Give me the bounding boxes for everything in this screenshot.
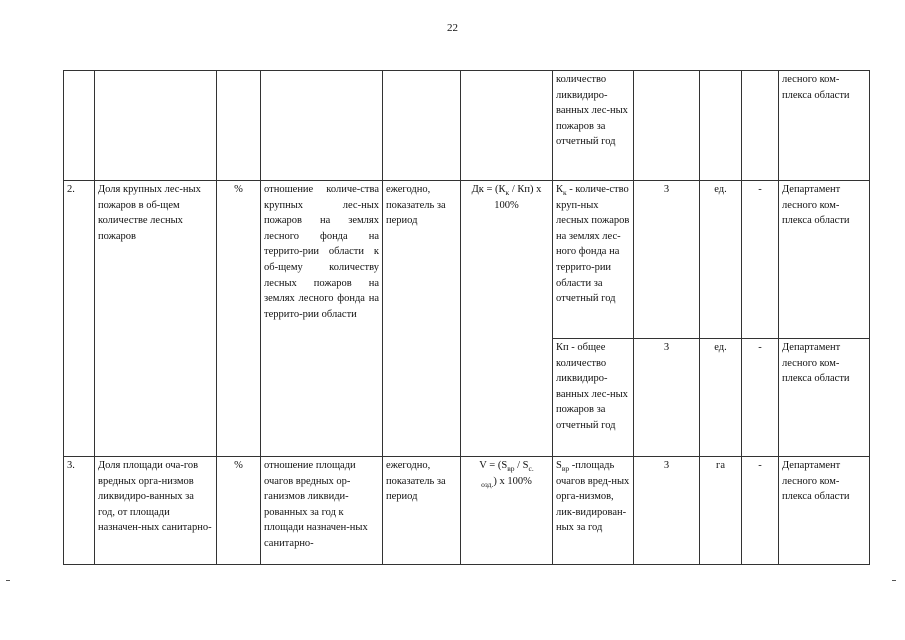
table-row-2 [64,181,870,339]
formula-sub: вр [507,464,515,474]
cell-method: 3 [634,339,700,457]
cell-var-unit: ед. [700,181,742,339]
cell-periodicity [383,71,461,181]
cell-unit: % [217,457,261,565]
cell-formula [461,181,553,457]
cell-var-unit: га [700,457,742,565]
cell-periodicity: ежегодно, показатель за период [383,181,461,457]
cell-var-desc: количество ликвидиро-ванных лес-ных пожаров за отчетный год [553,71,634,181]
cell-num [64,71,95,181]
cell-method: 3 [634,181,700,339]
formula-text: / Кп) х 100% [494,184,542,211]
var-desc-text: - количе-ство круп-ных лесных пожаров на землях лес-ного фонда на террито-рии области за отчетный год [556,184,630,305]
cell-name: Доля площади оча-гов вредных орга-низмов ликвидиро-ванных за год, от площади назначен-ных санитарно- [95,457,217,565]
cell-responsible: Департамент лесного ком-плекса области [779,181,870,339]
scan-edge-mark [892,580,896,581]
indicators-table [63,70,870,565]
table-row-continuation [64,71,870,181]
cell-formula [461,71,553,181]
cell-responsible: лесного ком-плекса области [779,71,870,181]
var-symbol: К [556,184,564,195]
scan-edge-mark [6,580,10,581]
formula-text: Дк = (К [471,184,506,195]
table-row-3 [64,457,870,565]
cell-definition [261,71,383,181]
formula-sub: к [505,188,510,198]
cell-dash: - [742,457,779,565]
formula-text: V = (S [479,460,508,471]
cell-unit [217,71,261,181]
cell-unit: % [217,181,261,457]
formula-sub: с. [528,464,534,474]
formula-sub: озд. [481,479,494,489]
cell-definition: отношение количе-ства крупных лес-ных пожаров на землях лесного фонда на террито-рии области к об-щему количеству лесных пожаров на землях лесного фонда на террито-рии области [261,181,383,457]
cell-formula [461,457,553,565]
cell-definition: отношение площади очагов вредных ор-ганизмов ликвиди-рованных за год к площади назначен-ных санитарно- [261,457,383,565]
page-number: 22 [447,22,458,34]
cell-var-desc [553,181,634,339]
cell-num: 2. [64,181,95,457]
formula-text: ) х 100% [493,475,532,487]
cell-responsible: Департамент лесного ком-плекса области [779,339,870,457]
cell-method: 3 [634,457,700,565]
cell-name [95,71,217,181]
var-sub: вр [561,464,570,474]
var-symbol: S [556,460,562,471]
formula-text: / S [514,460,529,471]
cell-name: Доля крупных лес-ных пожаров в об-щем количестве лесных пожаров [95,181,217,457]
cell-var-desc: Кп - общее количество ликвидиро-ванных лес-ных пожаров за отчетный год [553,339,634,457]
cell-dash: - [742,181,779,339]
var-desc-text: -площадь очагов вред-ных орга-низмов, лик-видирован-ных за год [556,460,630,534]
cell-responsible: Департамент лесного ком-плекса области [779,457,870,565]
cell-var-unit [700,71,742,181]
cell-num: 3. [64,457,95,565]
var-sub: к [563,188,567,198]
cell-var-unit: ед. [700,339,742,457]
cell-method [634,71,700,181]
cell-var-desc [553,457,634,565]
cell-dash [742,71,779,181]
cell-dash: - [742,339,779,457]
cell-periodicity: ежегодно, показатель за период [383,457,461,565]
